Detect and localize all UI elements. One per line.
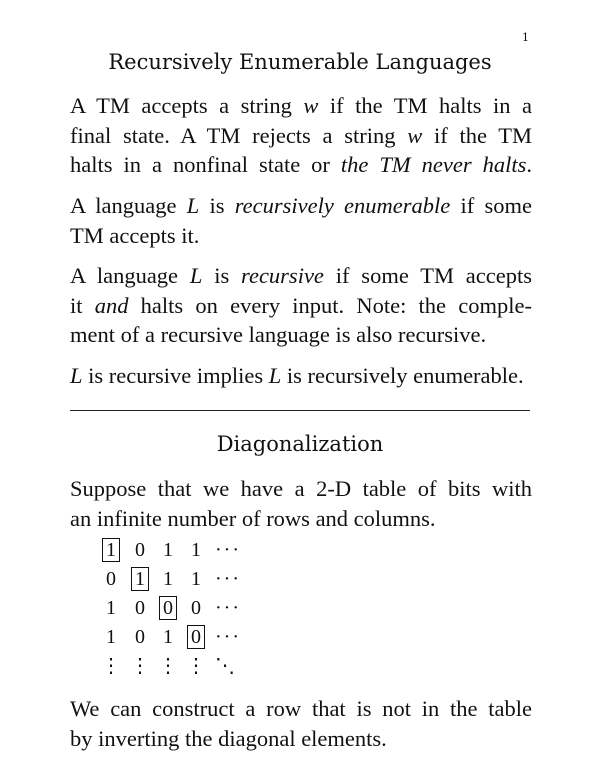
line: A TM accepts a string w if the TM halts in a	[70, 93, 533, 118]
paragraph-construct-row	[70, 694, 532, 753]
table-cell: 1	[163, 539, 173, 561]
table-cell: 1	[191, 539, 201, 561]
line: halts in a nonfinal state or the TM never halts.	[70, 152, 532, 177]
page-number: 1	[522, 31, 529, 44]
table-cell-diagonal: 1	[100, 537, 122, 563]
vdots: ⋮	[130, 655, 150, 677]
table-cell: 0	[135, 539, 145, 561]
table-cell: 0	[135, 597, 145, 619]
table-cell-diagonal: 0	[185, 624, 207, 650]
line: it and halts on every input. Note: the comple-	[70, 292, 532, 318]
vdots: ⋮	[186, 655, 206, 677]
table-cell: 0	[106, 568, 116, 590]
table-cell: 1	[191, 568, 201, 590]
vdots: ⋮	[101, 655, 121, 677]
line: We can construct a row that is not in the table	[70, 696, 532, 721]
paragraph-recursive-definition	[70, 261, 532, 350]
line: A language L is recursively enumerable if some	[70, 193, 532, 218]
line: an infinite number of rows and columns.	[70, 505, 436, 531]
line: L is recursive implies L is recursively enumerable.	[70, 363, 524, 388]
table-cell-diagonal: 0	[157, 595, 179, 621]
paragraph-re-definition	[70, 191, 532, 250]
ddots: ⋱	[215, 655, 235, 677]
table-cell: 1	[106, 626, 116, 648]
line: final state. A TM rejects a string w if the TM	[70, 122, 533, 148]
paragraph-implication	[70, 361, 560, 391]
line: Suppose that we have a 2-D table of bits with	[70, 476, 532, 501]
table-cell: 1	[163, 626, 173, 648]
paragraph-table-intro	[70, 474, 532, 533]
line: ment of a recursive language is also recursive.	[70, 322, 487, 347]
table-cell: 0	[191, 597, 201, 619]
line: TM accepts it.	[70, 222, 200, 248]
line: by inverting the diagonal elements.	[70, 725, 387, 751]
row-ellipsis: ···	[215, 597, 241, 619]
table-cell: 1	[106, 597, 116, 619]
table-cell: 0	[135, 626, 145, 648]
section-divider	[70, 410, 530, 411]
vdots: ⋮	[158, 655, 178, 677]
paragraph-tm-accepts	[70, 91, 532, 180]
table-cell: 1	[163, 568, 173, 590]
row-ellipsis: ···	[215, 539, 241, 561]
section-title-diagonalization: Diagonalization	[216, 432, 384, 456]
row-ellipsis: ···	[215, 626, 241, 648]
line: A language L is recursive if some TM accepts	[70, 263, 532, 288]
table-cell-diagonal: 1	[129, 566, 151, 592]
row-ellipsis: ···	[215, 568, 241, 590]
section-title-re-languages: Recursively Enumerable Languages	[108, 50, 492, 74]
